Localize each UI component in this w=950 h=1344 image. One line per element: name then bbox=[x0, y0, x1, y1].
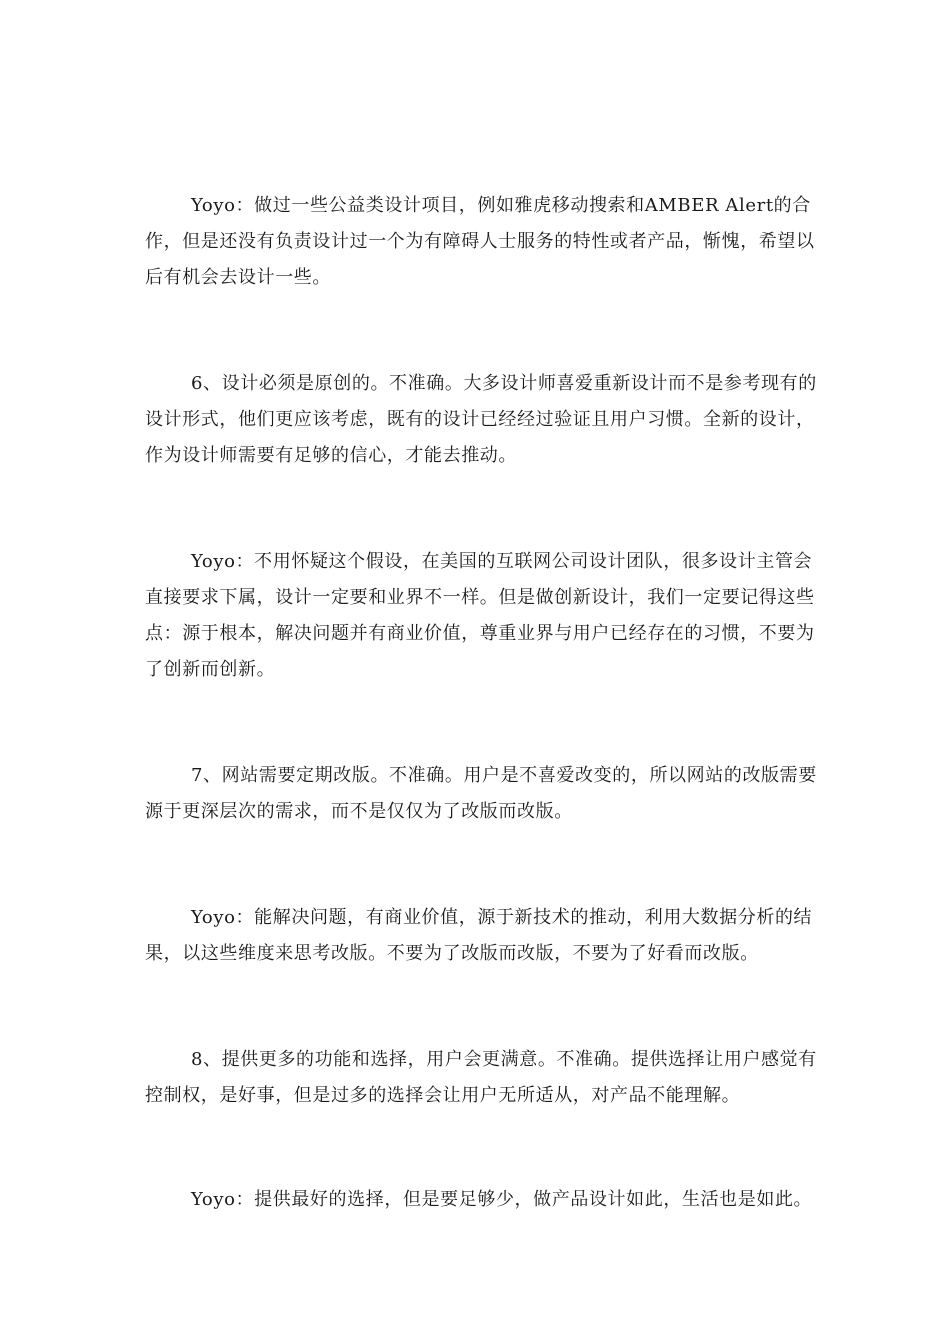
paragraph-yoyo-redesign: Yoyo：能解决问题，有商业价值，源于新技术的推动，利用大数据分析的结果，以这些维度来思考改版。不要为了改版而改版，不要为了好看而改版。 bbox=[145, 907, 813, 964]
paragraph-yoyo-best-choice: Yoyo：提供最好的选择，但是要足够少，做产品设计如此，生活也是如此。 bbox=[191, 1189, 813, 1210]
paragraph-point-7-redesign: 7、网站需要定期改版。不准确。用户是不喜爱改变的，所以网站的改版需要源于更深层次的需求，而不是仅仅为了改版而改版。 bbox=[145, 765, 817, 822]
paragraph-yoyo-innovation: Yoyo：不用怀疑这个假设，在美国的互联网公司设计团队，很多设计主管会直接要求下属，设计一定要和业界不一样。但是做创新设计，我们一定要记得这些点：源于根本，解决问题并有商业价值，尊重业界与用户已经存在的习惯，不要为了创新而创新。 bbox=[145, 551, 815, 680]
paragraph-yoyo-public-welfare: Yoyo：做过一些公益类设计项目，例如雅虎移动搜索和AMBER Alert的合作，但是还没有负责设计过一个为有障碍人士服务的特性或者产品，惭愧，希望以后有机会去设计一些。 bbox=[145, 195, 815, 288]
paragraph-point-6-originality: 6、设计必须是原创的。不准确。大多设计师喜爱重新设计而不是参考现有的设计形式，他们更应该考虑，既有的设计已经经过验证且用户习惯。全新的设计，作为设计师需要有足够的信心，才能去推动。 bbox=[145, 373, 817, 466]
paragraph-point-8-choices: 8、提供更多的功能和选择，用户会更满意。不准确。提供选择让用户感觉有控制权，是好事，但是过多的选择会让用户无所适从，对产品不能理解。 bbox=[145, 1049, 817, 1106]
